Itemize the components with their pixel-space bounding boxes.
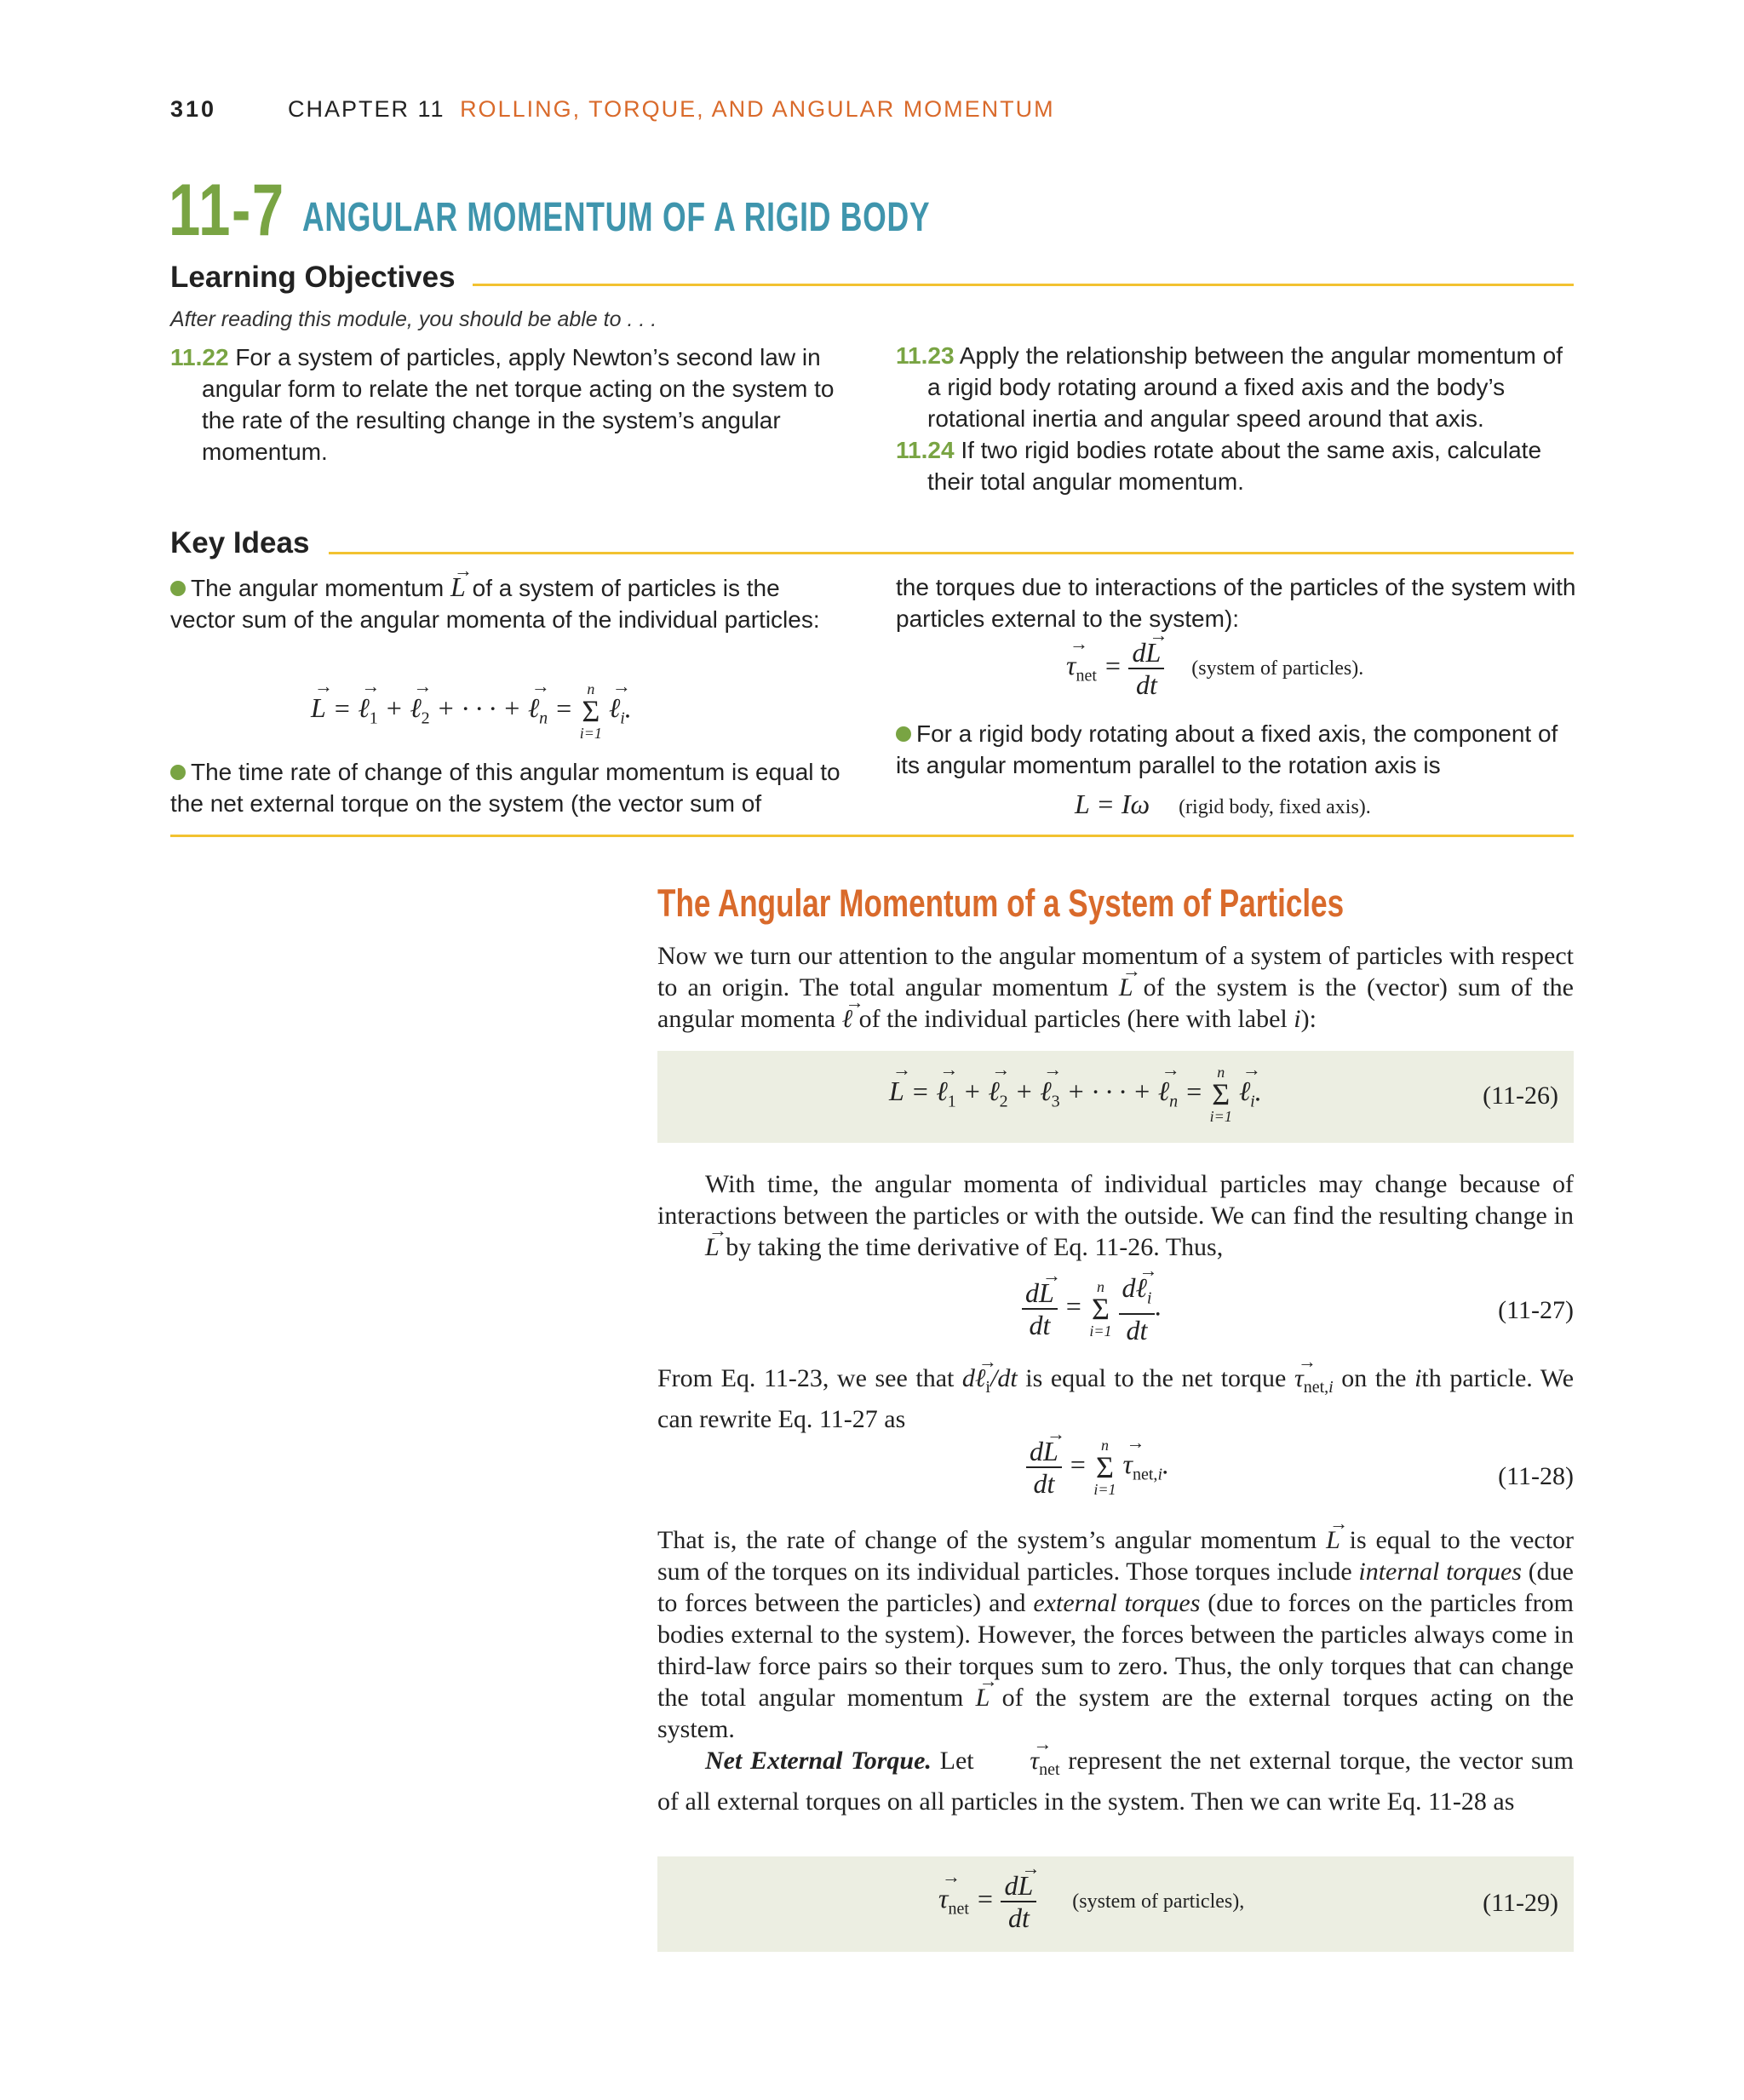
- objective-item: [170, 341, 835, 468]
- vector-L-symbol: L →: [450, 571, 466, 603]
- divider: [473, 284, 1574, 286]
- equation-box-26: [657, 1051, 1574, 1143]
- section-number: 11-7: [169, 169, 285, 251]
- equation-number: (11-26): [1483, 1082, 1558, 1110]
- chapter-title: ROLLING, TORQUE, AND ANGULAR MOMENTUM: [460, 96, 1055, 122]
- objective-list-right: [896, 340, 1577, 497]
- learning-objectives-heading: Learning Objectives: [170, 261, 456, 294]
- divider: [170, 835, 1574, 837]
- objective-text: If two rigid bodies rotate about the same axis, calculate their total angular momentum.: [927, 437, 1542, 495]
- equation-29: $\tau \to_{net}$ = $\frac{dL \to}{dt}$ (system of particles),: [938, 1870, 1244, 1933]
- key-equation-rigid: [1075, 789, 1371, 820]
- equation-number: (11-28): [1498, 1462, 1574, 1490]
- equation-note: (system of particles).: [1191, 657, 1364, 680]
- page-number: 310: [170, 96, 217, 122]
- divider: [329, 552, 1574, 554]
- key-equation-sum: L → = ℓ $\to_1$ + ℓ $\to_2$ + · · · + ℓ $\to_n$ = n Σ i=1 ℓ $\to_i$.: [311, 681, 632, 741]
- bullet-icon: [170, 581, 186, 596]
- paragraph-1: Now we turn our attention to the angular momentum of a system of particles with respect to an origin. The total angular momentum L → of the system is the (vector) sum of the angular momenta ℓ → of the individual particles (here with label i):: [657, 940, 1574, 1035]
- key-idea-text: The angular momentum: [191, 575, 445, 601]
- objective-item: [896, 434, 1577, 497]
- paragraph-4: That is, the rate of change of the system’s angular momentum L → is equal to the vector sum of the torques on its individual particles. Those torques include internal torques (due to forces between the particles) and external torques (due to forces on the particles from bodies external to the system). However, the forces between the particles always come in third-law force pairs so their torques sum to zero. Thus, the only torques that can change the total angular momentum L → of the system are the external torques acting on the system.: [657, 1524, 1574, 1745]
- key-ideas-heading: Key Ideas: [170, 526, 310, 559]
- objective-list-left: [170, 341, 835, 468]
- objective-text: Apply the relationship between the angular momentum of a rigid body rotating around a fixed axis and the body’s rotational inertia and angular speed around that axis.: [927, 342, 1563, 432]
- equation-26: L → = ℓ $\to_1$ + ℓ $\to_2$ + ℓ $\to_3$ + · · · + ℓ $\to_n$ = n Σ i=1 ℓ $\to_i$.: [889, 1064, 1262, 1124]
- objective-text: For a system of particles, apply Newton’s second law in angular form to relate the net torque acting on the system to the rate of the resulting change in the system’s angular momentum.: [202, 344, 835, 465]
- key-idea-2-continued: the torques due to interactions of the particles of the system with particles external to the system):: [896, 574, 1576, 632]
- equation-27: $\frac{dL \to}{dt}$ = n Σ i=1 $\frac{d\ell \to_i}{dt}$ .: [1022, 1272, 1162, 1345]
- equation-box-29: [657, 1856, 1574, 1952]
- key-idea-2: [170, 756, 852, 819]
- paragraph-2: With time, the angular momenta of individual particles may change because of interactions between the particles or with the outside. We can find the resulting change in L → by taking the time derivative of Eq. 11-26. Thus,: [657, 1168, 1574, 1263]
- bullet-icon: [896, 726, 911, 742]
- bullet-icon: [170, 765, 186, 780]
- key-idea-text: The time rate of change of this angular momentum is equal to the net external torque on the system (the vector sum of: [170, 759, 840, 817]
- objective-number: 11.23: [896, 342, 955, 369]
- paragraph-5: Net External Torque. Let $\tau \to_{net}$ represent the net external torque, the vector sum of all external torques on all particles in the system. Then we can write Eq. 11-28 as: [657, 1745, 1574, 1817]
- subsection-heading: The Angular Momentum of a System of Particles: [657, 881, 1345, 925]
- equation-text: L = Iω: [1075, 789, 1150, 819]
- objectives-intro: After reading this module, you should be able to . . .: [170, 307, 657, 331]
- key-equation-torque: $\tau \to_{net}$ = $\frac{dL \to}{dt}$ (system of particles).: [1066, 637, 1363, 700]
- paragraph-3: From Eq. 11-23, we see that dℓ $\to_i/dt$ is equal to the net torque $\tau \to_{net,i}$ on the ith particle. We can rewrite Eq. 11-27 as: [657, 1363, 1574, 1435]
- running-header: [288, 96, 1055, 123]
- equation-number: (11-27): [1498, 1296, 1574, 1324]
- equation-number: (11-29): [1483, 1889, 1558, 1917]
- equation-note: (rigid body, fixed axis).: [1179, 796, 1371, 818]
- equation-note: (system of particles),: [1072, 1891, 1245, 1914]
- section-title: ANGULAR MOMENTUM OF A RIGID BODY: [302, 195, 931, 240]
- objective-number: 11.24: [896, 437, 955, 463]
- objective-number: 11.22: [170, 344, 229, 370]
- key-idea-3: [896, 718, 1577, 781]
- key-idea-text: of a system of particles is the vector sum of the angular momenta of the individual particles:: [170, 575, 820, 633]
- key-idea-text: For a rigid body rotating about a fixed axis, the component of its angular momentum parallel to the rotation axis is: [896, 720, 1558, 778]
- key-idea-1: [170, 571, 843, 635]
- objective-item: [896, 340, 1577, 434]
- chapter-label: CHAPTER 11: [288, 96, 445, 122]
- equation-28: $\frac{dL \to}{dt}$ = n Σ i=1 $\tau \to_{net,i}$.: [1026, 1436, 1169, 1499]
